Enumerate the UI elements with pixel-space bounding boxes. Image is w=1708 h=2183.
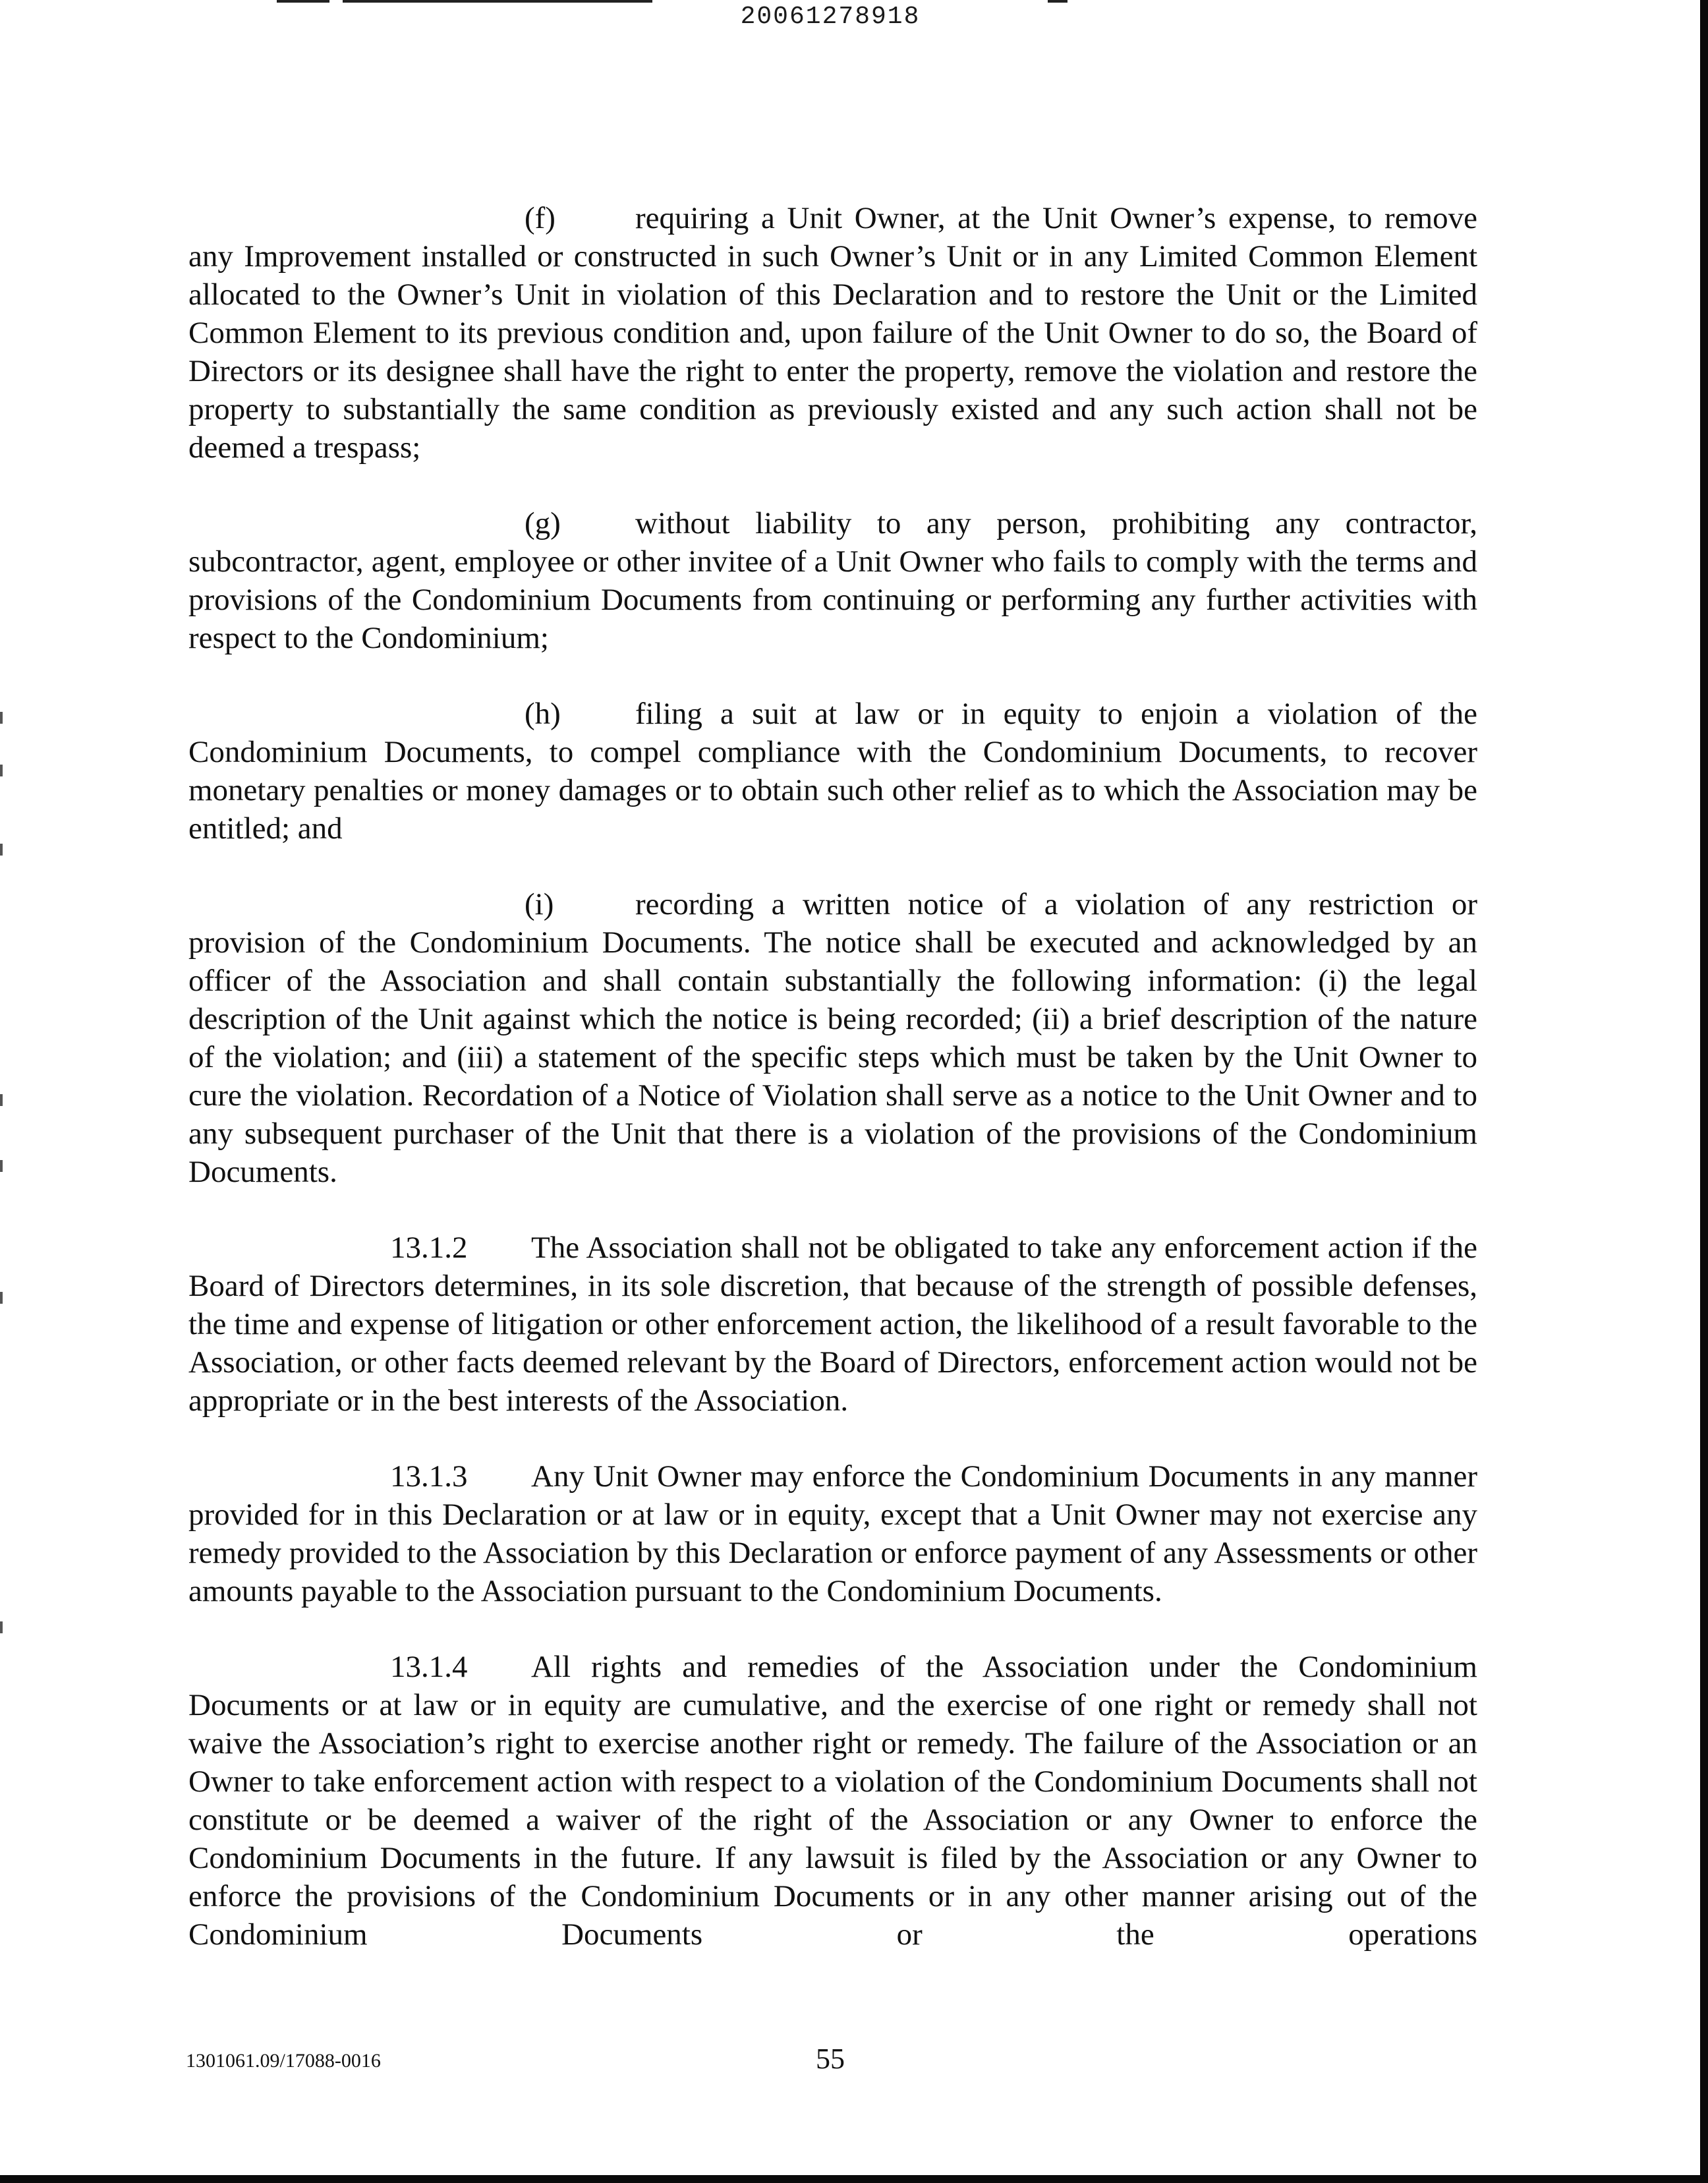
paragraph-label: (f)	[525, 201, 555, 235]
paragraph-f	[188, 199, 1477, 467]
paragraph-text: All rights and remedies of the Association under the Condominium Documents or at law or in equity are cumulative, and the exercise of one right or remedy shall not waive the Association’s right to exercise another right or remedy. The failure of the Association or an Owner to take enforcement action with respect to a violation of the Condominium Documents shall not constitute or be deemed a waiver of the right of the Association or any Owner to enforce the Condominium Documents in the future. If any lawsuit is filed by the Association or any Owner to enforce the provisions of the Condominium Documents or in any other manner arising out of the Condominium Documents or the operations	[188, 1650, 1477, 1952]
footer-file-code: 1301061.09/17088-0016	[186, 2050, 381, 2072]
paragraph-text: Any Unit Owner may enforce the Condominium Documents in any manner provided for in this Declaration or at law or in equity, except that a Unit Owner may not exercise any remedy provided to the Association by this Declaration or enforce payment of any Assessments or other amounts payable to the Association pursuant to the Condominium Documents.	[188, 1459, 1477, 1608]
section-number: 13.1.4	[390, 1650, 468, 1684]
document-number: 20061278918	[740, 3, 921, 31]
document-body	[188, 199, 1477, 1954]
paragraph-i	[188, 885, 1477, 1191]
paragraph-label: (i)	[525, 887, 554, 921]
scan-artifact-tick	[0, 1160, 3, 1172]
section-number: 13.1.3	[390, 1459, 468, 1494]
page-number: 55	[816, 2043, 845, 2075]
paragraph-text: The Association shall not be obligated to take any enforcement action if the Board of Directors determines, in its sole discretion, that because of the strength of possible defenses, the time and expense of litigation or other enforcement action, the likelihood of a result favorable to the Association, or other facts deemed relevant by the Board of Directors, enforcement action would not be appropriate or in the best interests of the Association.	[188, 1231, 1477, 1418]
scan-border-bottom	[0, 2175, 1708, 2183]
paragraph-text: filing a suit at law or in equity to enjoin a violation of the Condominium Documents, to compel compliance with the Condominium Documents, to recover monetary penalties or money damages or to obtain such other relief as to which the Association may be entitled; and	[188, 697, 1477, 846]
section-13-1-2	[188, 1229, 1477, 1420]
paragraph-text: without liability to any person, prohibiting any contractor, subcontractor, agent, employee or other invitee of a Unit Owner who fails to comply with the terms and provisions of the Condominium Documents from continuing or performing any further activities with respect to the Condominium;	[188, 506, 1477, 655]
paragraph-h	[188, 695, 1477, 848]
scan-artifact-tick	[0, 1094, 3, 1106]
paragraph-label: (h)	[525, 697, 561, 731]
section-13-1-3	[188, 1457, 1477, 1610]
scan-artifact-tick	[0, 765, 3, 776]
section-number: 13.1.2	[390, 1231, 468, 1265]
paragraph-label: (g)	[525, 506, 561, 540]
scan-border-right	[1700, 0, 1708, 2183]
scan-artifact-tick	[0, 712, 3, 724]
paragraph-g	[188, 504, 1477, 657]
scan-artifact-tick	[0, 1292, 3, 1304]
scan-artifact-tick	[0, 1621, 3, 1633]
section-13-1-4	[188, 1648, 1477, 1954]
paragraph-text: requiring a Unit Owner, at the Unit Owner’s expense, to remove any Improvement installed or constructed in such Owner’s Unit or in any Limited Common Element allocated to the Owner’s Unit in violation of this Declaration and to restore the Unit or the Limited Common Element to its previous condition and, upon failure of the Unit Owner to do so, the Board of Directors or its designee shall have the right to enter the property, remove the violation and restore the property to substantially the same condition as previously existed and any such action shall not be deemed a trespass;	[188, 201, 1477, 465]
paragraph-text: recording a written notice of a violation of any restriction or provision of the Condominium Documents. The notice shall be executed and acknowledged by an officer of the Association and shall contain substantially the following information: (i) the legal description of the Unit against which the notice is being recorded; (ii) a brief description of the nature of the violation; and (iii) a statement of the specific steps which must be taken by the Unit Owner to cure the violation. Recordation of a Notice of Violation shall serve as a notice to the Unit Owner and to any subsequent purchaser of the Unit that there is a violation of the provisions of the Condominium Documents.	[188, 887, 1477, 1189]
scan-artifact-tick	[0, 844, 3, 856]
